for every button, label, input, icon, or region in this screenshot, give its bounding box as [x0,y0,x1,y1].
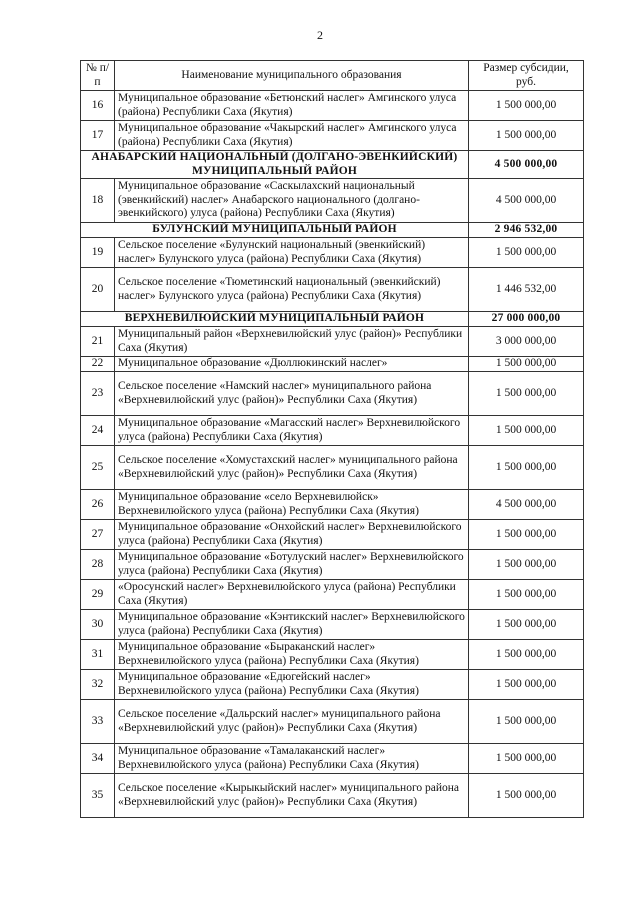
table-row [81,610,584,640]
subsidy-table [80,60,584,818]
subsidy-amount: 1 500 000,00 [469,372,584,416]
table-row [81,700,584,744]
table-row [81,372,584,416]
municipality-name: «Оросунский наслег» Верхневилюйского улуса (района) Республики Саха (Якутия) [115,580,469,610]
table-row [81,670,584,700]
district-amount: 2 946 532,00 [469,223,584,238]
row-number: 27 [81,520,115,550]
table-row [81,121,584,151]
subsidy-amount: 1 500 000,00 [469,774,584,818]
district-amount: 4 500 000,00 [469,151,584,179]
table-row [81,580,584,610]
table-row [81,774,584,818]
municipality-name: Сельское поселение «Булунский национальный (эвенкийский) наслег» Булунского улуса (района) Республики Саха (Якутия) [115,238,469,268]
subsidy-amount: 1 500 000,00 [469,580,584,610]
row-number: 18 [81,179,115,223]
municipality-name: Муниципальное образование «Тамалаканский наслег» Верхневилюйского улуса (района) Республики Саха (Якутия) [115,744,469,774]
subsidy-amount: 1 500 000,00 [469,670,584,700]
row-number: 29 [81,580,115,610]
municipality-name: Муниципальное образование «Чакырский наслег» Амгинского улуса (района) Республики Саха (Якутия) [115,121,469,151]
row-number: 30 [81,610,115,640]
municipality-name: Муниципальное образование «Ботулуский наслег» Верхневилюйского улуса (района) Республики Саха (Якутия) [115,550,469,580]
row-number: 21 [81,327,115,357]
municipality-name: Муниципальное образование «Кэнтикский наслег» Верхневилюйского улуса (района) Республики Саха (Якутия) [115,610,469,640]
municipality-name: Муниципальное образование «Едюгейский наслег» Верхневилюйского улуса (района) Республики Саха (Якутия) [115,670,469,700]
table-row [81,357,584,372]
row-number: 20 [81,268,115,312]
municipality-name: Муниципальное образование «Онхойский наслег» Верхневилюйского улуса (района) Республики Саха (Якутия) [115,520,469,550]
table-row [81,238,584,268]
table-header-row [81,61,584,91]
row-number: 34 [81,744,115,774]
district-name: АНАБАРСКИЙ НАЦИОНАЛЬНЫЙ (ДОЛГАНО-ЭВЕНКИЙСКИЙ) МУНИЦИПАЛЬНЫЙ РАЙОН [81,151,469,179]
table-row [81,327,584,357]
table-row [81,268,584,312]
subsidy-amount: 1 446 532,00 [469,268,584,312]
subsidy-amount: 1 500 000,00 [469,700,584,744]
subsidy-amount: 4 500 000,00 [469,179,584,223]
subsidy-amount: 1 500 000,00 [469,91,584,121]
table-row [81,640,584,670]
municipality-name: Муниципальное образование «Быраканский наслег» Верхневилюйского улуса (района) Республики Саха (Якутия) [115,640,469,670]
row-number: 17 [81,121,115,151]
municipality-name: Сельское поселение «Хомустахский наслег» муниципального района «Верхневилюйский улус (район)» Республики Саха (Якутия) [115,446,469,490]
municipality-name: Муниципальное образование «Магасский наслег» Верхневилюйского улуса (района) Республики Саха (Якутия) [115,416,469,446]
page-number: 2 [317,28,323,42]
table-row [81,490,584,520]
municipality-name: Муниципальное образование «Бетюнский наслег» Амгинского улуса (района) Республики Саха (Якутия) [115,91,469,121]
table-body [81,91,584,818]
municipality-name: Сельское поселение «Намский наслег» муниципального района «Верхневилюйский улус (район)» Республики Саха (Якутия) [115,372,469,416]
table-row [81,550,584,580]
municipality-name: Муниципальное образование «Саскылахский национальный (эвенкийский) наслег» Анабарского национального (долгано-эвенкийского) улуса (района) Республики Саха (Якутия) [115,179,469,223]
municipality-name: Муниципальный район «Верхневилюйский улус (район)» Республики Саха (Якутия) [115,327,469,357]
municipality-name: Сельское поселение «Тюметинский национальный (эвенкийский) наслег» Булунского улуса (района) Республики Саха (Якутия) [115,268,469,312]
header-num: № п/п [81,61,115,91]
subsidy-amount: 1 500 000,00 [469,446,584,490]
subsidy-amount: 1 500 000,00 [469,357,584,372]
table-row [81,91,584,121]
subsidy-amount: 1 500 000,00 [469,744,584,774]
row-number: 28 [81,550,115,580]
district-row [81,223,584,238]
row-number: 19 [81,238,115,268]
row-number: 25 [81,446,115,490]
subsidy-amount: 1 500 000,00 [469,550,584,580]
row-number: 31 [81,640,115,670]
table-row [81,744,584,774]
district-amount: 27 000 000,00 [469,312,584,327]
table-row [81,520,584,550]
header-amount: Размер субсидии, руб. [469,61,584,91]
table-row [81,446,584,490]
subsidy-amount: 1 500 000,00 [469,640,584,670]
subsidy-amount: 1 500 000,00 [469,520,584,550]
municipality-name: Сельское поселение «Кырыкыйский наслег» муниципального района «Верхневилюйский улус (район)» Республики Саха (Якутия) [115,774,469,818]
subsidy-amount: 4 500 000,00 [469,490,584,520]
subsidy-amount: 1 500 000,00 [469,238,584,268]
municipality-name: Муниципальное образование «Дюллюкинский наслег» [115,357,469,372]
row-number: 35 [81,774,115,818]
subsidy-amount: 1 500 000,00 [469,121,584,151]
subsidy-amount: 1 500 000,00 [469,610,584,640]
header-name: Наименование муниципального образования [115,61,469,91]
district-name: БУЛУНСКИЙ МУНИЦИПАЛЬНЫЙ РАЙОН [81,223,469,238]
table-row [81,416,584,446]
row-number: 32 [81,670,115,700]
municipality-name: Сельское поселение «Дальрский наслег» муниципального района «Верхневилюйский улус (район)» Республики Саха (Якутия) [115,700,469,744]
district-row [81,312,584,327]
row-number: 33 [81,700,115,744]
row-number: 23 [81,372,115,416]
municipality-name: Муниципальное образование «село Верхневилюйск» Верхневилюйского улуса (района) Республики Саха (Якутия) [115,490,469,520]
table-row [81,179,584,223]
row-number: 22 [81,357,115,372]
subsidy-amount: 3 000 000,00 [469,327,584,357]
subsidy-amount: 1 500 000,00 [469,416,584,446]
row-number: 24 [81,416,115,446]
district-name: ВЕРХНЕВИЛЮЙСКИЙ МУНИЦИПАЛЬНЫЙ РАЙОН [81,312,469,327]
row-number: 26 [81,490,115,520]
district-row [81,151,584,179]
row-number: 16 [81,91,115,121]
